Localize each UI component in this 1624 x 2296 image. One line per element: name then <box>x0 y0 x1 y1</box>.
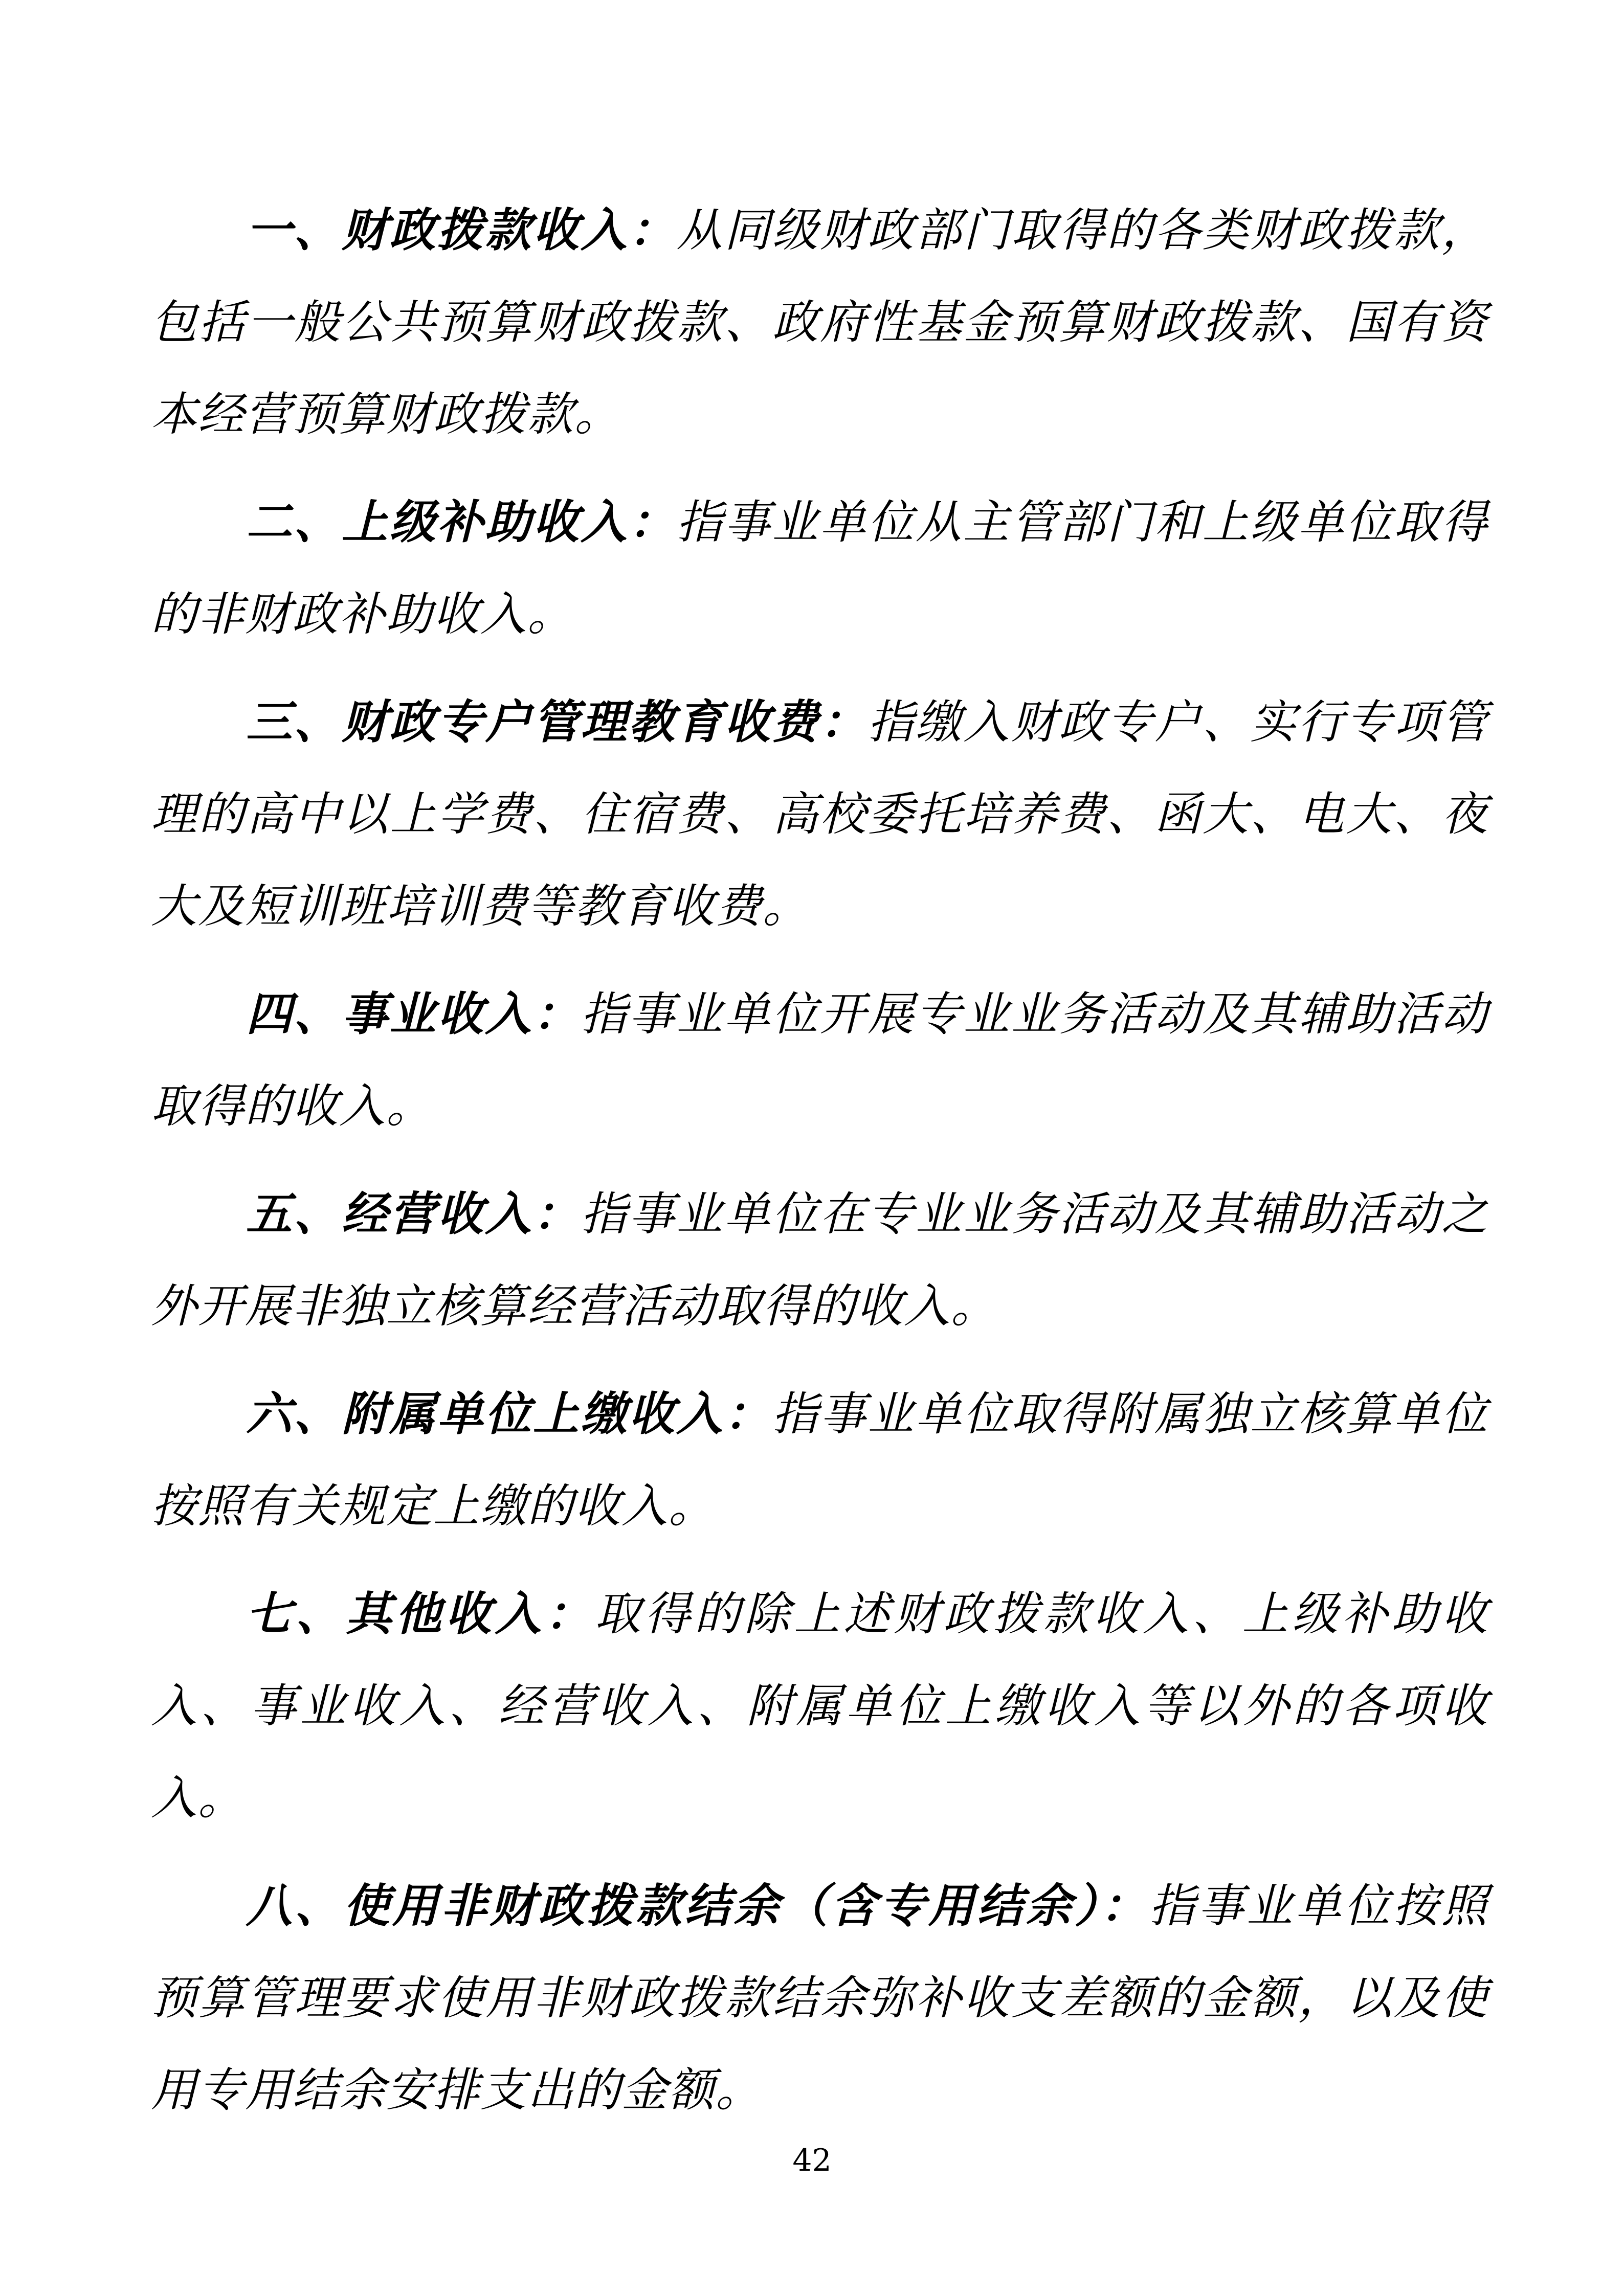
paragraph-2-body: 指事业单位从主管部门和上级单位取得的非财政补助收入。 <box>151 496 1489 641</box>
paragraph-6-body: 指事业单位取得附属独立核算单位按照有关规定上缴的收入。 <box>151 1387 1488 1533</box>
paragraph-2-lead: 二、上级补助收入： <box>246 495 677 549</box>
paragraph-3-body: 指缴入财政专户、实行专项管理的高中以上学费、住宿费、高校委托培养费、函大、电大、夜大及短训班培训费等教育收费。 <box>151 695 1489 933</box>
paragraph-3-lead: 三、财政专户管理教育收费： <box>246 695 868 749</box>
paragraph-5-lead: 五、经营收入： <box>246 1187 581 1241</box>
paragraph-6 <box>151 1368 1488 1552</box>
paragraph-3 <box>151 676 1488 953</box>
paragraph-6-lead: 六、附属单位上缴收入： <box>246 1387 772 1441</box>
paragraph-2 <box>151 476 1488 661</box>
page-number: 42 <box>792 2143 832 2178</box>
paragraph-4 <box>151 968 1488 1153</box>
paragraph-1-lead: 一、财政拨款收入： <box>246 203 677 257</box>
paragraph-5-body: 指事业单位在专业业务活动及其辅助活动之外开展非独立核算经营活动取得的收入。 <box>151 1187 1488 1333</box>
paragraph-8-lead: 八、使用非财政拨款结余（含专用结余）： <box>246 1879 1149 1933</box>
paragraph-1 <box>151 184 1488 461</box>
paragraph-5 <box>151 1168 1488 1353</box>
paragraph-7 <box>151 1568 1488 1844</box>
paragraph-8-body: 指事业单位按照预算管理要求使用非财政拨款结余弥补收支差额的金额，以及使用专用结余安排支出的金额。 <box>151 1879 1489 2117</box>
paragraph-7-body: 取得的除上述财政拨款收入、上级补助收入、事业收入、经营收入、附属单位上缴收入等以外的各项收入。 <box>151 1587 1488 1825</box>
paragraph-7-lead: 七、其他收入： <box>246 1587 595 1641</box>
paragraph-4-lead: 四、事业收入： <box>246 987 581 1041</box>
paragraph-4-body: 指事业单位开展专业业务活动及其辅助活动取得的收入。 <box>151 987 1488 1133</box>
paragraph-1-body: 从同级财政部门取得的各类财政拨款，包括一般公共预算财政拨款、政府性基金预算财政拨款、国有资本经营预算财政拨款。 <box>151 204 1489 441</box>
paragraph-8 <box>151 1860 1488 2136</box>
